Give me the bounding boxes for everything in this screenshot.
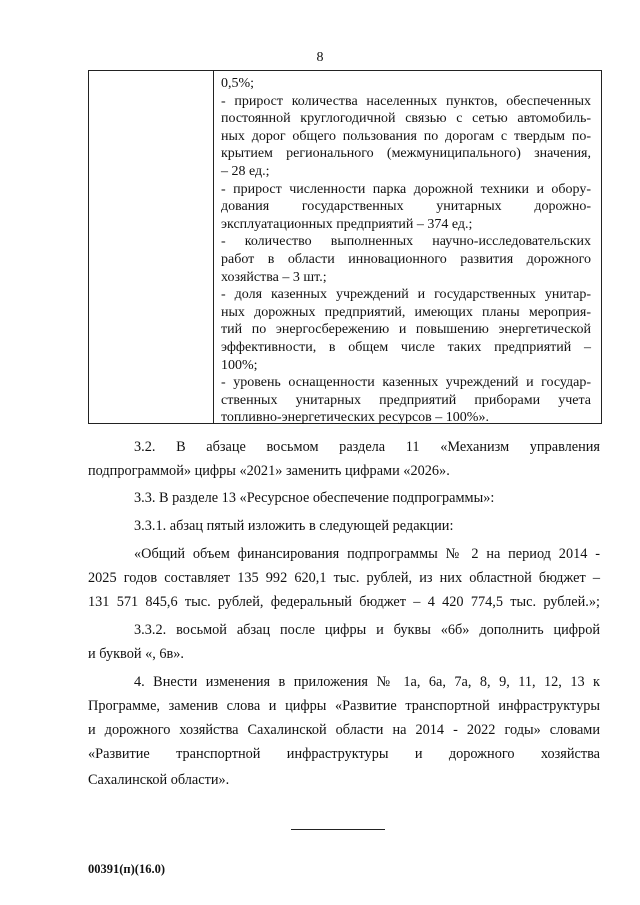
quote-line: 131 571 845,6 тыс. рублей, федеральный бюджет – 4 420 774,5 тыс. рублей.»; — [88, 594, 600, 610]
page-number: 8 — [316, 50, 324, 65]
quote-line: 2025 годов составляет 135 992 620,1 тыс. рублей, из них областной бюджет – — [88, 570, 600, 586]
table-line: дования государственных унитарных дорожно- — [221, 199, 591, 215]
table-line: - прирост численности парка дорожной техники и обору- — [221, 181, 591, 197]
paragraph-4-cont: Программе, заменив слова и цифры «Развитие транспортной инфраструктуры — [88, 698, 600, 714]
table-column-divider — [213, 71, 214, 423]
table-line: – 28 ед.; — [221, 163, 270, 179]
table-line: - количество выполненных научно-исследовательских — [221, 234, 591, 250]
paragraph-4-cont: «Развитие транспортной инфраструктуры и дорожного хозяйства — [88, 746, 600, 762]
table-line: тий по энергосбережению и повышению энергетической — [221, 322, 591, 338]
paragraph-4-cont: Сахалинской области». — [88, 772, 230, 788]
paragraph-3-2-cont: подпрограммой» цифры «2021» заменить цифрами «2026». — [88, 463, 450, 479]
paragraph-3-3: 3.3. В разделе 13 «Ресурсное обеспечение подпрограммы»: — [134, 490, 495, 506]
paragraph-3-3-2-cont: и буквой «, 6в». — [88, 646, 184, 662]
paragraph-3-3-2: 3.3.2. восьмой абзац после цифры и буквы «6б» дополнить цифрой — [134, 622, 600, 638]
table-line: крытием регионального (межмуниципального) значения, — [221, 146, 591, 162]
closing-rule — [291, 829, 385, 830]
table-line: эффективности, в общем числе таких предприятий – — [221, 339, 591, 355]
paragraph-4-cont: и дорожного хозяйства Сахалинской области на 2014 - 2022 годы» словами — [88, 722, 600, 738]
paragraph-3-3-1: 3.3.1. абзац пятый изложить в следующей редакции: — [134, 518, 454, 534]
document-code: 00391(п)(16.0) — [88, 862, 165, 876]
table-line: 100%; — [221, 357, 258, 373]
table-line: топливно-энергетических ресурсов – 100%». — [221, 410, 489, 426]
paragraph-3-2: 3.2. В абзаце восьмом раздела 11 «Механизм управления — [134, 439, 600, 455]
quote-line: «Общий объем финансирования подпрограммы № 2 на период 2014 - — [134, 546, 600, 562]
table-line: - доля казенных учреждений и государственных унитар- — [221, 287, 591, 303]
table-line: работ в области инновационного развития дорожного — [221, 251, 591, 267]
table-line: 0,5%; — [221, 76, 255, 91]
paragraph-4: 4. Внести изменения в приложения № 1а, 6а, 7а, 8, 9, 11, 12, 13 к — [134, 674, 600, 690]
table-line: ственных унитарных предприятий приборами учета — [221, 392, 591, 408]
indicators-table — [88, 70, 602, 424]
table-line: эксплуатационных предприятий – 374 ед.; — [221, 216, 473, 232]
table-line: ных дорог общего пользования по дорогам с твердым по- — [221, 128, 591, 144]
table-line: хозяйства – 3 шт.; — [221, 269, 327, 285]
table-line: ных дорожных предприятий, имеющих планы мероприя- — [221, 304, 591, 320]
table-line: - прирост количества населенных пунктов, обеспеченных — [221, 93, 591, 109]
table-line: постоянной круглогодичной связью с сетью автомобиль- — [221, 111, 591, 127]
table-cell-indicators — [221, 75, 591, 427]
table-line: - уровень оснащенности казенных учреждений и государ- — [221, 375, 591, 391]
